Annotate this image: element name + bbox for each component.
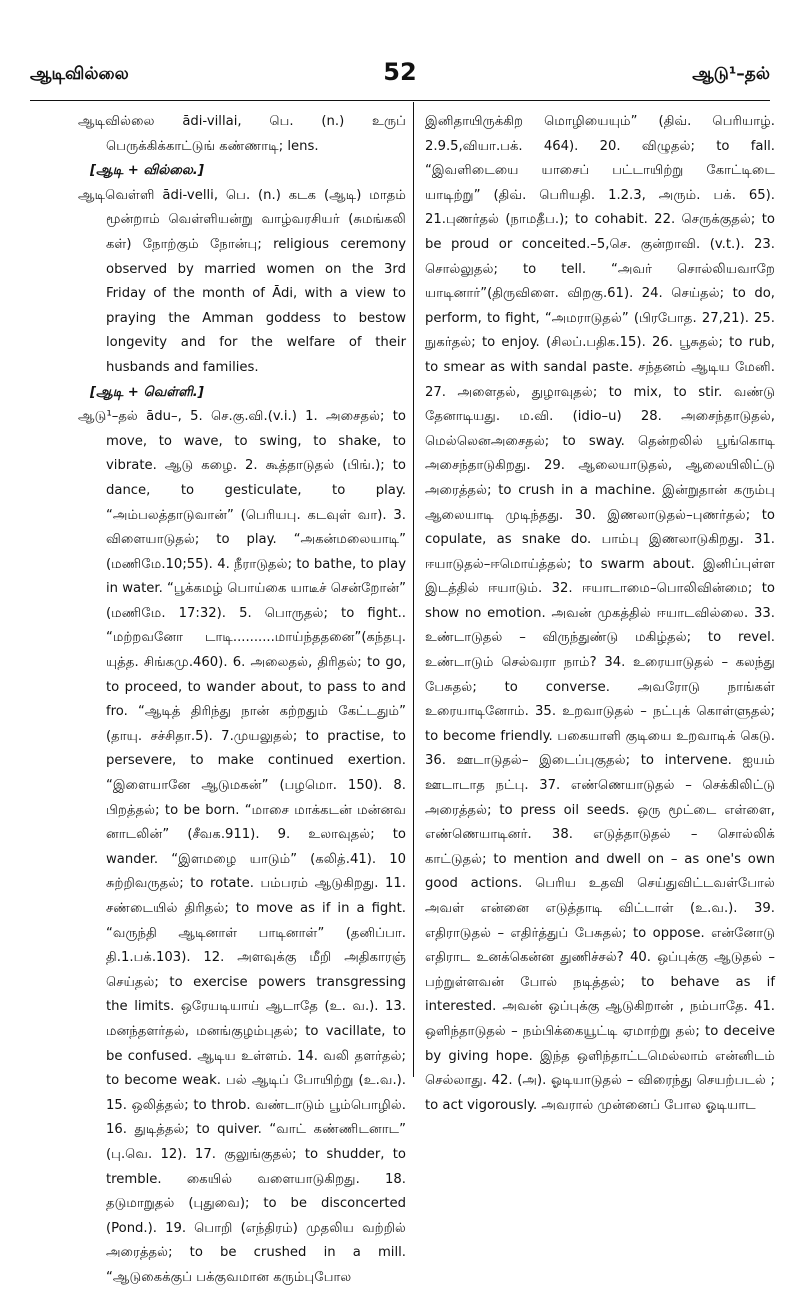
etymology-adivelli: [ஆடி + வெள்ளி.] bbox=[90, 384, 204, 400]
entry-adu-thal-continued: இனிதாயிருக்கிற மொழியையும்” (திவ். பெரியாழ். 2.9.5,வியா.பக். 464). 20. விழுதல்; to fall. “இவளிடையை யாசைப் பட்டாயிற்று கோட்டிடை யாடிற்று” (திவ். பெரியதி. 1.2.3, அரும். பக். 65). 21.புணர்தல் (நாமதீப.); to cohabit. 22. செருக்குதல்; to be proud or conceited.–5,செ. குன்றாவி. (v.t.). 23. சொல்லுதல்; to tell. “அவர் சொல்லியவாறே யாடினார்”(திருவிளை. விறகு.61). 24. செய்தல்; to do, perform, to fight, “அமராடுதல்” (பிரபோத. 27,21). 25. நுகர்தல்; to enjoy. (சிலப்.பதிக.15). 26. பூசுதல்; to rub, to smear as with sandal paste. சந்தனம் ஆடிய மேனி. 27. அளைதல், துழாவுதல்; to mix, to stir. வண்டு தேனாடியது. ம.வி. (idio–u) 28. அசைந்தாடுதல், மெல்லெனஅசைதல்; to sway. தென்றலில் பூங்கொடி அசைந்தாடுகிறது. 29. ஆலையாடுதல், ஆலையிலிட்டு அரைத்தல்; to crush in a machine. இன்றுதான் கரும்பு ஆலையாடி முடிந்தது. 30. இணலாடுதல்–புணர்தல்; to copulate, as snake do. பாம்பு இணலாடுகிறது. 31. ஈயாடுதல்–ஈமொய்த்தல்; to swarm about. இனிப்புள்ள இடத்தில் ஈயாடும். 32. ஈயாடாமை–பொலிவின்மை; to show no emotion. அவன் முகத்தில் ஈயாடவில்லை. 33. உண்டாடுதல் – விருந்துண்டு மகிழ்தல்; to revel. உண்டாடும் செல்வரா நாம்? 34. உரையாடுதல் – கலந்து பேசுதல்; to converse. அவரோடு நாங்கள் உரையாடினோம். 35. உறவாடுதல் – நட்புக் கொள்ளுதல்; to become friendly. பகையாளி குடியை உறவாடிக் கெடு. 36. ஊடாடுதல்– இடைப்புகுதல்; to intervene. ஐயம் ஊடாடாத நட்பு. 37. எண்ணெயாடுதல் – செக்கிலிட்டு அரைத்தல்; to press oil seeds. ஒரு மூட்டை எள்ளை, எண்ணெயாடினர். 38. எடுத்தாடுதல் – சொல்லிக் காட்டுதல்; to mention and dwell on – as one's own good actions. பெரிய உதவி செய்துவிட்டவள்போல் அவள் என்னை எடுத்தாடி விட்டாள் (உ.வ.). 39. எதிராடுதல் – எதிர்த்துப் பேசுதல்; to oppose. என்னோடு எதிராட உனக்கென்ன துணிச்சல்? 40. ஒப்புக்கு ஆடுதல் – பற்றுள்ளவன் போல் நடித்தல்; to behave as if interested. அவன் ஒப்புக்கு ஆடுகிறான் , நம்பாதே. 41. ஒளிந்தாடுதல் – நம்பிக்கையூட்டி ஏமாற்று தல்; to deceive by giving hope. இந்த ஒளிந்தாட்டமெல்லாம் என்னிடம் செல்லாது. 42. (அ). ஓடியாடுதல் – விரைந்து செயற்படல் ; to act vigorously. அவரால் முன்னைப் போல ஓடியாட bbox=[425, 114, 775, 1113]
entry-adivillai: ஆடிவில்லை ādi-villai, பெ. (n.) உருப் பெருக்கிக்காட்டுங் கண்ணாடி; lens. bbox=[78, 114, 406, 154]
page-number: 52 bbox=[383, 58, 417, 86]
right-column bbox=[425, 110, 775, 1113]
entry-adu-thal: ஆடு¹–தல் ādu–, 5. செ.கு.வி.(v.i.) 1. அசைதல்; to move, to wave, to swing, to shake, to vibrate. ஆடு கழை. 2. கூத்தாடுதல் (பிங்.); to dance, to gesticulate, to play. “அம்பலத்தாடுவான்” (பெரியபு. கடவுள் வா). 3. விளையாடுதல்; to play. “அகன்மலையாடி” (மணிமே.10;55). 4. நீராடுதல்; to bathe, to play in water. “பூக்கமழ் பொய்கை யாடீச் சென்றோன்” (மணிமே. 17:32). 5. பொருதல்; to fight.. “மற்றவனோ டாடி..........மாய்ந்ததனை”(கந்தபு. யுத்த. சிங்கமு.460). 6. அலைதல், திரிதல்; to go, to proceed, to wander about, to pass to and fro. “ஆடித் திரிந்து நான் கற்றதும் கேட்டதும்” (தாயு. சச்சிதா.5). 7.முயலுதல்; to practise, to persevere, to make continued exertion. “இளையானே ஆடுமகன்” (பழமொ. 150). 8. பிறத்தல்; to be born. “மாசை மாக்கடன் மன்னவ னாடலின்” (சீவக.911). 9. உலாவுதல்; to wander. “இளமழை யாடும்” (கலித்.41). 10 சுற்றிவருதல்; to rotate. பம்பரம் ஆடுகிறது. 11. சண்டையில் திரிதல்; to move as if in a fight. “வருந்தி ஆடினாள் பாடினாள்” (தனிப்பா. தி.1.பக்.103). 12. அளவுக்கு மீறி அதிகாரஞ் செய்தல்; to exercise powers transgressing the limits. ஒரேயடியாய் ஆடாதே (உ. வ.). 13. மனந்தளர்தல், மனங்குழம்புதல்; to vacillate, to be confused. ஆடிய உள்ளம். 14. வலி தளர்தல்; to become weak. பல் ஆடிப் போயிற்று (உ.வ.). 15. ஒலித்தல்; to throb. வண்டாடும் பூம்பொழில். 16. துடித்தல்; to quiver. “வாட் கண்ணிடனாட” (பு.வெ. 12). 17. குலுங்குதல்; to shudder, to tremble. கையில் வளையாடுகிறது. 18. தடுமாறுதல் (புதுவை); to be disconcerted (Pond.). 19. பொறி (எந்திரம்) முதலிய வற்றில் அரைத்தல்; to be crushed in a mill. “ஆடுகைக்குப் பக்குவமான கரும்புபோல bbox=[78, 409, 407, 1285]
guide-word-right: ஆடு¹–தல் bbox=[692, 64, 770, 84]
guide-word-left: ஆடிவில்லை bbox=[30, 64, 129, 84]
left-column bbox=[78, 110, 407, 1285]
etymology-adivillai: [ஆடி + வில்லை.] bbox=[90, 163, 204, 179]
page-header bbox=[30, 58, 770, 94]
entry-adivelli: ஆடிவெள்ளி ādi-velli, பெ. (n.) கடக (ஆடி) மாதம் மூன்றாம் வெள்ளியன்று வாழ்வரசியர் (சுமங்கலி கள்) நோற்கும் நோன்பு; religious ceremony observed by married women on the 3rd Friday of the month of Ādi, with a view to praying the Amman goddess to bestow longevity and for the welfare of their husbands and families. bbox=[78, 187, 406, 375]
column-divider bbox=[413, 102, 414, 1077]
header-rule bbox=[30, 100, 770, 101]
